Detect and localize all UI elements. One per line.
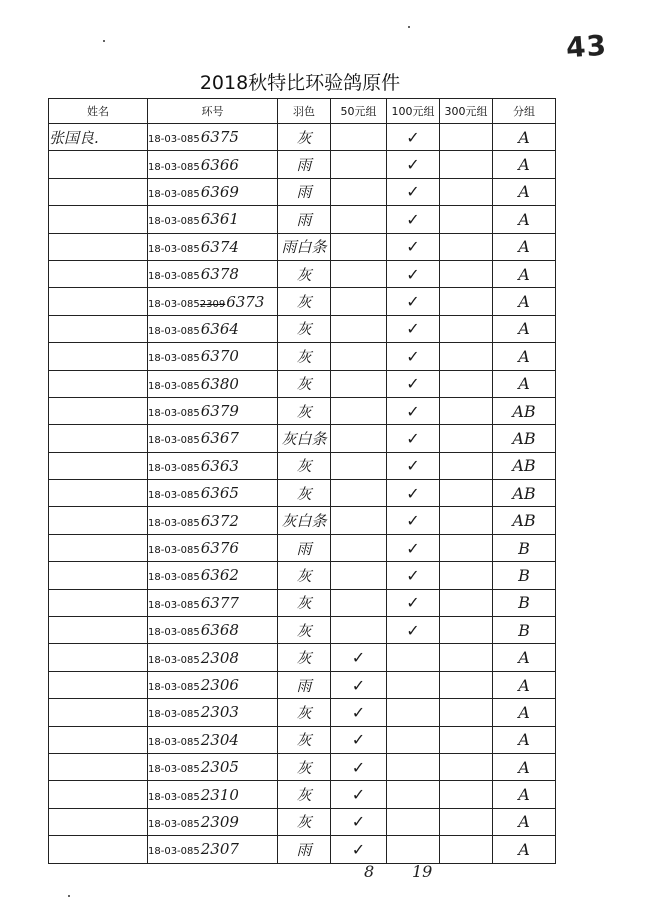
g100-check: [387, 699, 440, 726]
group-letter: A: [493, 206, 556, 233]
g100-check: ✓: [387, 617, 440, 644]
group-letter: A: [493, 726, 556, 753]
ring-handwritten-number: 6366: [200, 155, 239, 174]
group-letter: B: [493, 534, 556, 561]
feather-color: 雨白条: [278, 233, 331, 260]
feather-color: 灰: [278, 315, 331, 342]
g50-check: [331, 480, 387, 507]
group-letter: A: [493, 808, 556, 835]
g100-check: ✓: [387, 562, 440, 589]
feather-color: 雨: [278, 671, 331, 698]
table-row: [49, 397, 556, 424]
g100-check: ✓: [387, 589, 440, 616]
ring-prefix: 18-03-085: [148, 599, 200, 611]
ring-prefix: 18-03-085: [148, 216, 200, 228]
ring-handwritten-number: 6379: [200, 402, 239, 421]
ring-number: [148, 644, 278, 671]
g300-check: [440, 781, 493, 808]
ring-number: [148, 507, 278, 534]
g300-check: [440, 233, 493, 260]
owner-name: [49, 671, 148, 698]
ring-number: [148, 425, 278, 452]
group-letter: A: [493, 178, 556, 205]
ring-prefix: 18-03-085: [148, 188, 200, 200]
g100-check: [387, 644, 440, 671]
group-letter: A: [493, 781, 556, 808]
g300-check: [440, 370, 493, 397]
footer-notes: [0, 862, 650, 892]
g50-check: ✓: [331, 753, 387, 780]
g50-check: ✓: [331, 699, 387, 726]
header-group: 分组: [493, 99, 556, 124]
header-name: 姓名: [49, 99, 148, 124]
group-letter: A: [493, 124, 556, 151]
ring-number: [148, 753, 278, 780]
g50-check: ✓: [331, 644, 387, 671]
ring-handwritten-number: 2306: [200, 676, 239, 694]
g100-check: ✓: [387, 343, 440, 370]
ring-prefix: 18-03-085: [148, 736, 200, 748]
table-row: [49, 480, 556, 507]
owner-name: [49, 288, 148, 315]
g50-check: [331, 425, 387, 452]
ring-number: [148, 534, 278, 561]
feather-color: 灰: [278, 644, 331, 671]
g300-check: [440, 589, 493, 616]
ring-handwritten-number: 2309: [200, 812, 239, 831]
g100-check: ✓: [387, 425, 440, 452]
table-row: [49, 343, 556, 370]
feather-color: 灰: [278, 288, 331, 315]
g100-check: ✓: [387, 315, 440, 342]
g300-check: [440, 206, 493, 233]
feather-color: 灰: [278, 260, 331, 287]
table-row: [49, 124, 556, 151]
owner-name: [49, 315, 148, 342]
feather-color: 灰白条: [278, 425, 331, 452]
group-letter: A: [493, 343, 556, 370]
g50-check: [331, 151, 387, 178]
g300-check: [440, 562, 493, 589]
owner-name: [49, 178, 148, 205]
ring-number: [148, 343, 278, 370]
table-row: [49, 206, 556, 233]
group-letter: A: [493, 671, 556, 698]
ring-prefix: 18-03-085: [148, 490, 200, 502]
ring-number: [148, 617, 278, 644]
group-letter: B: [493, 617, 556, 644]
g50-check: ✓: [331, 781, 387, 808]
ring-struck-out: 2309: [199, 298, 226, 310]
g100-check: ✓: [387, 151, 440, 178]
feather-color: 灰: [278, 397, 331, 424]
feather-color: 灰: [278, 589, 331, 616]
table-row: [49, 178, 556, 205]
feather-color: 雨: [278, 151, 331, 178]
ring-number: [148, 589, 278, 616]
ring-handwritten-number: 6372: [200, 511, 239, 530]
owner-name: [49, 781, 148, 808]
g300-check: [440, 315, 493, 342]
page-title: 2018秋特比环验鸽原件: [199, 72, 401, 94]
group-letter: B: [493, 562, 556, 589]
ring-prefix: 18-03-085: [148, 517, 200, 529]
g50-check: [331, 315, 387, 342]
owner-name: [49, 397, 148, 424]
owner-name: [49, 589, 148, 616]
g100-check: ✓: [387, 507, 440, 534]
owner-name: 张国良.: [49, 124, 148, 151]
ring-prefix: 18-03-085: [148, 627, 200, 639]
ring-prefix: 18-03-085: [148, 298, 200, 310]
g300-check: [440, 507, 493, 534]
header-color: 羽色: [278, 99, 331, 124]
ring-handwritten-number: 6370: [200, 347, 239, 366]
ring-prefix: 18-03-085: [148, 545, 200, 557]
g100-check: [387, 753, 440, 780]
group-letter: A: [493, 260, 556, 287]
g50-check: [331, 370, 387, 397]
owner-name: [49, 808, 148, 835]
ring-handwritten-number: 6367: [200, 429, 239, 448]
owner-name: [49, 644, 148, 671]
g100-check: [387, 671, 440, 698]
group-letter: A: [493, 233, 556, 260]
ring-prefix: 18-03-085: [148, 709, 200, 721]
g50-check: [331, 288, 387, 315]
g50-check: [331, 397, 387, 424]
owner-name: [49, 151, 148, 178]
group-letter: A: [493, 288, 556, 315]
feather-color: 灰: [278, 753, 331, 780]
ring-prefix: 18-03-085: [148, 408, 200, 420]
ring-number: [148, 370, 278, 397]
ring-handwritten-number: 6375: [200, 128, 239, 147]
table-row: [49, 617, 556, 644]
ring-number: [148, 836, 278, 863]
ring-handwritten-number: 6376: [200, 539, 239, 558]
table-row: [49, 671, 556, 698]
g100-check: ✓: [387, 452, 440, 479]
ring-number: [148, 452, 278, 479]
table-row: [49, 753, 556, 780]
g50-check: ✓: [331, 726, 387, 753]
table-row: [49, 315, 556, 342]
table-row: [49, 370, 556, 397]
table-row: [49, 808, 556, 835]
ring-handwritten-number: 6373: [226, 292, 265, 311]
ring-number: [148, 397, 278, 424]
g50-check: [331, 534, 387, 561]
g100-check: ✓: [387, 178, 440, 205]
g300-check: [440, 617, 493, 644]
group-letter: B: [493, 589, 556, 616]
ring-prefix: 18-03-085: [148, 791, 200, 803]
g50-check: [331, 589, 387, 616]
g300-check: [440, 480, 493, 507]
g100-check: ✓: [387, 397, 440, 424]
g100-check: ✓: [387, 233, 440, 260]
g300-check: [440, 671, 493, 698]
g300-check: [440, 753, 493, 780]
ring-number: [148, 781, 278, 808]
count-50: 8: [364, 862, 375, 881]
owner-name: [49, 343, 148, 370]
scan-speck: [68, 895, 70, 897]
feather-color: 灰: [278, 124, 331, 151]
ring-number: [148, 288, 278, 315]
g300-check: [440, 726, 493, 753]
ring-handwritten-number: 6368: [200, 621, 239, 640]
table-row: [49, 781, 556, 808]
owner-name: [49, 726, 148, 753]
count-100: 19: [412, 862, 433, 881]
ring-handwritten-number: 6364: [200, 319, 239, 338]
ring-prefix: 18-03-085: [148, 572, 200, 584]
feather-color: 灰: [278, 808, 331, 835]
group-letter: A: [493, 699, 556, 726]
ring-prefix: 18-03-085: [148, 654, 200, 666]
g50-check: [331, 617, 387, 644]
table-row: [49, 260, 556, 287]
group-letter: A: [493, 370, 556, 397]
ring-number: [148, 671, 278, 698]
ring-prefix: 18-03-085: [148, 380, 200, 392]
feather-color: 灰: [278, 452, 331, 479]
group-letter: A: [493, 836, 556, 863]
group-letter: A: [493, 315, 556, 342]
owner-name: [49, 480, 148, 507]
table-row: [49, 589, 556, 616]
g50-check: [331, 206, 387, 233]
ring-number: [148, 699, 278, 726]
ring-number: [148, 562, 278, 589]
table-row: [49, 699, 556, 726]
ring-number: [148, 206, 278, 233]
ring-prefix: 18-03-085: [148, 353, 200, 365]
g100-check: [387, 781, 440, 808]
owner-name: [49, 425, 148, 452]
ring-number: [148, 726, 278, 753]
ring-handwritten-number: 6374: [200, 237, 239, 256]
ring-number: [148, 151, 278, 178]
owner-name: [49, 753, 148, 780]
group-letter: AB: [493, 397, 556, 424]
table-row: [49, 507, 556, 534]
header-g100: 100元组: [387, 99, 440, 124]
feather-color: 灰: [278, 781, 331, 808]
ring-handwritten-number: 2304: [200, 730, 239, 749]
scan-speck: [408, 26, 410, 28]
group-letter: AB: [493, 507, 556, 534]
owner-name: [49, 260, 148, 287]
g50-check: [331, 507, 387, 534]
g100-check: [387, 836, 440, 863]
g300-check: [440, 808, 493, 835]
table-row: [49, 562, 556, 589]
ring-number: [148, 178, 278, 205]
g100-check: ✓: [387, 370, 440, 397]
g100-check: ✓: [387, 124, 440, 151]
g100-check: ✓: [387, 288, 440, 315]
table-row: [49, 425, 556, 452]
ring-handwritten-number: 6361: [200, 210, 239, 229]
g100-check: ✓: [387, 206, 440, 233]
ring-handwritten-number: 6363: [200, 456, 239, 475]
g100-check: ✓: [387, 260, 440, 287]
ring-prefix: 18-03-085: [148, 325, 200, 337]
g100-check: [387, 808, 440, 835]
g100-check: [387, 726, 440, 753]
owner-name: [49, 617, 148, 644]
header-row: [49, 99, 556, 124]
ring-prefix: 18-03-085: [148, 134, 200, 146]
ring-prefix: 18-03-085: [148, 271, 200, 283]
ring-number: [148, 315, 278, 342]
g300-check: [440, 534, 493, 561]
g300-check: [440, 151, 493, 178]
ring-handwritten-number: 6378: [200, 265, 239, 284]
feather-color: 雨: [278, 178, 331, 205]
feather-color: 灰: [278, 699, 331, 726]
table-row: [49, 836, 556, 863]
ring-handwritten-number: 6365: [200, 484, 239, 503]
ring-prefix: 18-03-085: [148, 846, 200, 858]
ring-number: [148, 260, 278, 287]
feather-color: 灰: [278, 617, 331, 644]
owner-name: [49, 699, 148, 726]
g50-check: [331, 178, 387, 205]
owner-name: [49, 233, 148, 260]
feather-color: 灰: [278, 480, 331, 507]
group-letter: A: [493, 644, 556, 671]
g50-check: [331, 452, 387, 479]
ring-prefix: 18-03-085: [148, 764, 200, 776]
ring-number: [148, 124, 278, 151]
table-row: [49, 233, 556, 260]
ring-handwritten-number: 2308: [200, 648, 239, 667]
g300-check: [440, 699, 493, 726]
g300-check: [440, 397, 493, 424]
owner-name: [49, 836, 148, 863]
g50-check: [331, 124, 387, 151]
owner-name: [49, 206, 148, 233]
g50-check: ✓: [331, 808, 387, 835]
ring-prefix: 18-03-085: [148, 682, 200, 693]
ring-number: [148, 808, 278, 835]
header-g300: 300元组: [440, 99, 493, 124]
g50-check: [331, 233, 387, 260]
table-row: [49, 288, 556, 315]
g50-check: ✓: [331, 836, 387, 863]
feather-color: 灰: [278, 562, 331, 589]
ring-handwritten-number: 2310: [200, 785, 239, 804]
group-letter: AB: [493, 425, 556, 452]
table-row: [49, 534, 556, 561]
owner-name: [49, 452, 148, 479]
g50-check: [331, 260, 387, 287]
page-number: 43: [564, 28, 609, 65]
g300-check: [440, 452, 493, 479]
g100-check: ✓: [387, 534, 440, 561]
ring-number: [148, 233, 278, 260]
g50-check: [331, 343, 387, 370]
header-g50: 50元组: [331, 99, 387, 124]
group-letter: AB: [493, 452, 556, 479]
header-ring: 环号: [148, 99, 278, 124]
table-row: [49, 644, 556, 671]
owner-name: [49, 370, 148, 397]
ring-prefix: 18-03-085: [148, 435, 200, 447]
g300-check: [440, 343, 493, 370]
ring-handwritten-number: 2307: [200, 840, 239, 859]
owner-name: [49, 507, 148, 534]
feather-color: 灰: [278, 726, 331, 753]
g300-check: [440, 260, 493, 287]
feather-color: 灰白条: [278, 507, 331, 534]
ring-handwritten-number: 6377: [200, 593, 239, 612]
feather-color: 灰: [278, 370, 331, 397]
g300-check: [440, 288, 493, 315]
table-row: [49, 726, 556, 753]
ring-registration-table: [48, 98, 556, 864]
feather-color: 灰: [278, 343, 331, 370]
ring-prefix: 18-03-085: [148, 462, 200, 474]
g50-check: ✓: [331, 671, 387, 698]
ring-number: [148, 480, 278, 507]
group-letter: AB: [493, 480, 556, 507]
group-letter: A: [493, 151, 556, 178]
ring-prefix: 18-03-085: [148, 243, 200, 255]
g300-check: [440, 836, 493, 863]
table-row: [49, 151, 556, 178]
feather-color: 雨: [278, 206, 331, 233]
owner-name: [49, 562, 148, 589]
g100-check: ✓: [387, 480, 440, 507]
owner-name: [49, 534, 148, 561]
feather-color: 雨: [278, 836, 331, 863]
ring-handwritten-number: 6380: [200, 374, 239, 393]
ring-prefix: 18-03-085: [148, 818, 200, 830]
ring-prefix: 18-03-085: [148, 161, 200, 173]
ring-handwritten-number: 6362: [200, 566, 239, 585]
feather-color: 雨: [278, 534, 331, 561]
ring-handwritten-number: 2305: [200, 758, 239, 777]
g300-check: [440, 124, 493, 151]
group-letter: A: [493, 753, 556, 780]
ring-handwritten-number: 2303: [200, 703, 239, 722]
scan-speck: [103, 40, 105, 42]
ring-handwritten-number: 6369: [200, 182, 239, 201]
g300-check: [440, 644, 493, 671]
g300-check: [440, 178, 493, 205]
g50-check: [331, 562, 387, 589]
g300-check: [440, 425, 493, 452]
table-row: [49, 452, 556, 479]
